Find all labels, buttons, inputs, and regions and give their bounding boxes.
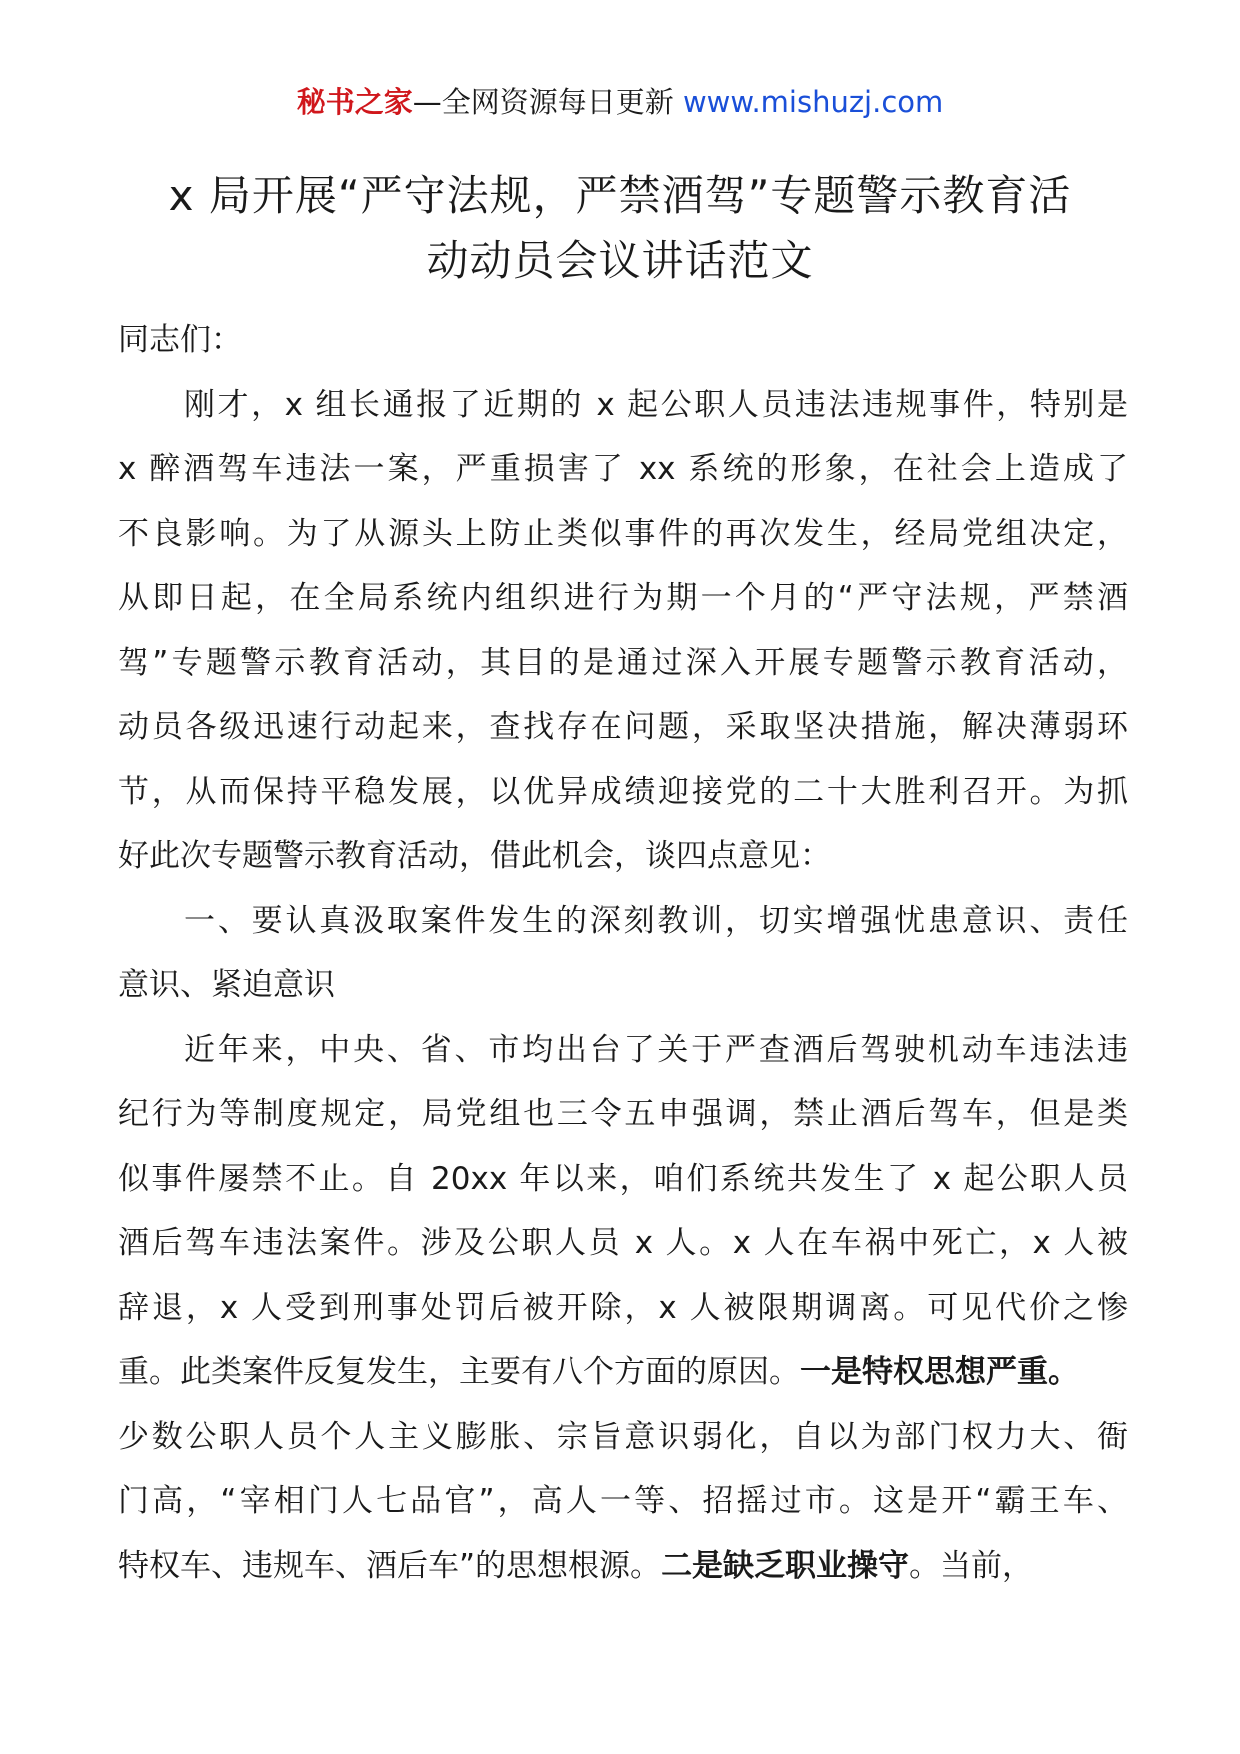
- body-line: 纪行为等制度规定，局党组也三令五申强调，禁止酒后驾车，但是类: [118, 1096, 1128, 1132]
- body-line: 刚才，x 组长通报了近期的 x 起公职人员违法违规事件，特别是: [184, 386, 1128, 423]
- body-line: 节，从而保持平稳发展，以优异成绩迎接党的二十大胜利召开。为抓: [118, 773, 1128, 810]
- body-line: 驾”专题警示教育活动，其目的是通过深入开展专题警示教育活动，: [118, 644, 1128, 681]
- body-line: 不良影响。为了从源头上防止类似事件的再次发生，经局党组决定，: [118, 515, 1128, 552]
- site-url[interactable]: www.mishuzj.com: [682, 85, 944, 119]
- section-heading-line: 一、要认真汲取案件发生的深刻教训，切实增强忧患意识、责任: [184, 902, 1128, 939]
- bold-point-1: 一是特权思想严重。: [800, 1354, 1079, 1390]
- body-text-segment: 。当前，: [909, 1547, 1034, 1584]
- body-line: x 醉酒驾车违法一案，严重损害了 xx 系统的形象，在社会上造成了: [118, 451, 1128, 487]
- header-tagline: —全网资源每日更新: [412, 85, 683, 119]
- body-line: [118, 1340, 1128, 1405]
- body-line: 酒后驾车违法案件。涉及公职人员 x 人。x 人在车祸中死亡，x 人被: [118, 1225, 1128, 1261]
- body-line: 少数公职人员个人主义膨胀、宗旨意识弱化，自以为部门权力大、衙: [118, 1418, 1128, 1455]
- body-text-segment: 特权车、违规车、酒后车”的思想根源。: [118, 1547, 662, 1584]
- salutation: 同志们：: [118, 322, 242, 358]
- body-line: 好此次专题警示教育活动，借此机会，谈四点意见：: [118, 838, 831, 874]
- body-line: 动员各级迅速行动起来，查找存在问题，采取坚决措施，解决薄弱环: [118, 709, 1128, 745]
- site-header: [0, 82, 1240, 122]
- body-line: 从即日起，在全局系统内组织进行为期一个月的“严守法规，严禁酒: [118, 580, 1128, 616]
- body-line: [118, 1534, 1128, 1599]
- body-line: 门高，“宰相门人七品官”，高人一等、招摇过市。这是开“霸王车、: [118, 1483, 1128, 1519]
- body-line: 辞退，x 人受到刑事处罚后被开除，x 人被限期调离。可见代价之惨: [118, 1289, 1128, 1326]
- section-heading-line: 意识、紧迫意识: [118, 967, 335, 1003]
- body-text-segment: 重。此类案件反复发生，主要有八个方面的原因。: [118, 1354, 800, 1390]
- bold-point-2: 二是缺乏职业操守: [661, 1547, 910, 1584]
- body-line: 近年来，中央、省、市均出台了关于严查酒后驾驶机动车违法违: [184, 1031, 1128, 1068]
- document-body: [118, 308, 1128, 1598]
- document-title: [100, 163, 1140, 292]
- title-line-2: 动动员会议讲话范文: [426, 235, 814, 285]
- brand-name: 秘书之家: [296, 85, 413, 119]
- title-line-1: x 局开展“严守法规，严禁酒驾”专题警示教育活: [168, 171, 1072, 220]
- body-line: 似事件屡禁不止。自 20xx 年以来，咱们系统共发生了 x 起公职人员: [118, 1160, 1128, 1197]
